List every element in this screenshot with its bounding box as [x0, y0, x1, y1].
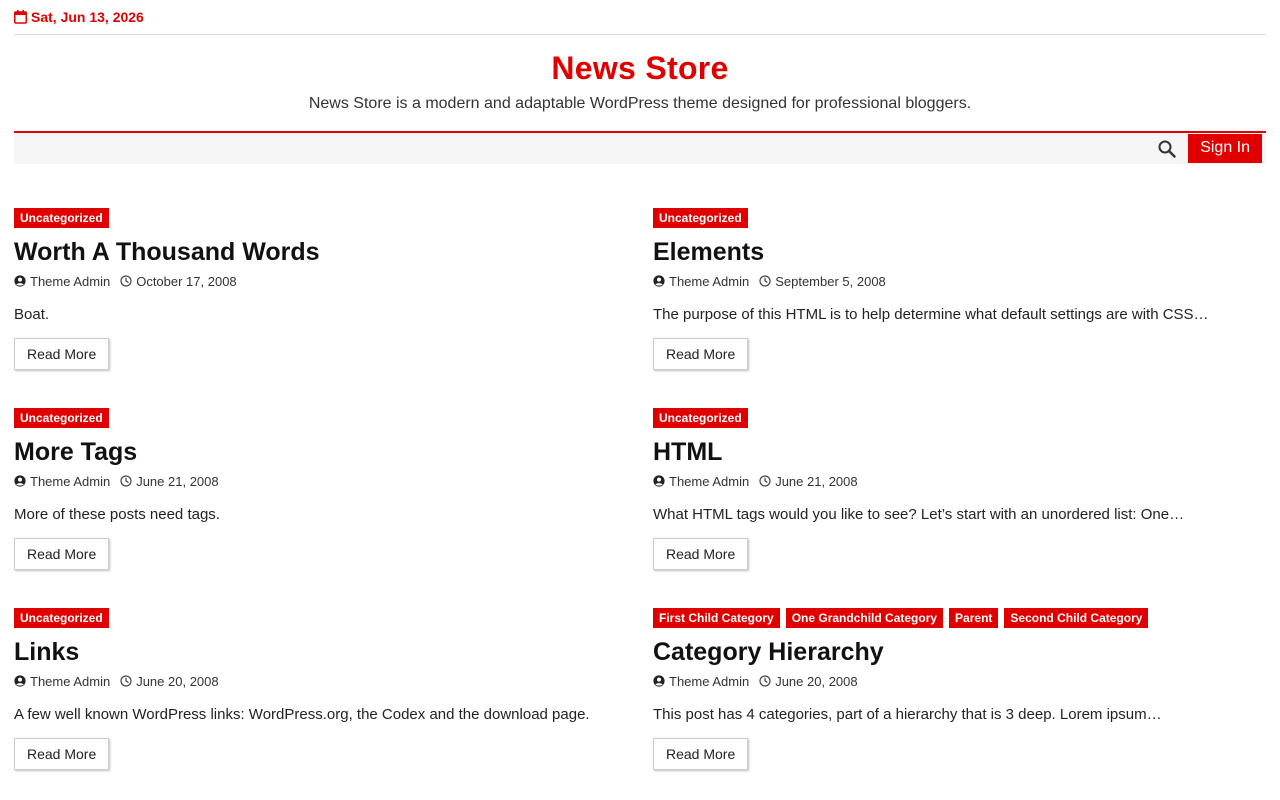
post-excerpt: A few well known WordPress links: WordPress.org, the Codex and the download page.: [14, 706, 590, 723]
post-meta: [653, 673, 1266, 689]
post-excerpt: Boat.: [14, 306, 50, 323]
post-meta: [653, 273, 1266, 289]
calendar-icon: [14, 10, 27, 24]
category-tag[interactable]: Uncategorized: [653, 208, 748, 228]
post-categories: [14, 608, 627, 628]
post-excerpt: More of these posts need tags.: [14, 506, 220, 523]
post-card: [14, 408, 627, 608]
post-title[interactable]: HTML: [653, 438, 723, 466]
post-date[interactable]: [759, 474, 857, 489]
post-categories: [653, 608, 1266, 628]
category-tag[interactable]: Uncategorized: [14, 208, 109, 228]
read-more-button[interactable]: Read More: [653, 538, 748, 570]
site-description: News Store is a modern and adaptable WordPress theme designed for professional bloggers.: [308, 95, 972, 112]
read-more-button[interactable]: Read More: [14, 738, 109, 770]
post-author[interactable]: [14, 274, 110, 289]
site-title[interactable]: News Store: [551, 50, 729, 86]
post-grid: [14, 208, 1266, 800]
author-name: Theme Admin: [669, 473, 750, 489]
category-tag[interactable]: Uncategorized: [653, 408, 748, 428]
user-icon: [653, 275, 665, 287]
post-card: [653, 608, 1266, 800]
top-bar: [14, 0, 1266, 35]
category-tag[interactable]: One Grandchild Category: [786, 608, 943, 628]
user-icon: [14, 475, 26, 487]
post-title[interactable]: Elements: [653, 238, 765, 266]
date-text: September 5, 2008: [775, 273, 886, 289]
post-card: [653, 408, 1266, 608]
user-icon: [14, 275, 26, 287]
post-categories: [14, 408, 627, 428]
post-meta: [14, 273, 627, 289]
post-meta: [653, 473, 1266, 489]
post-title[interactable]: Category Hierarchy: [653, 638, 884, 666]
post-author[interactable]: [653, 474, 749, 489]
post-date[interactable]: [120, 274, 236, 289]
author-name: Theme Admin: [669, 673, 750, 689]
date-text: Sat, Jun 13, 2026: [31, 9, 144, 25]
post-title[interactable]: Links: [14, 638, 80, 666]
post-meta: [14, 473, 627, 489]
post-date[interactable]: [759, 274, 886, 289]
post-excerpt: The purpose of this HTML is to help determine what default settings are with CSS…: [653, 306, 1209, 323]
search-button[interactable]: [1152, 134, 1182, 164]
read-more-button[interactable]: Read More: [653, 738, 748, 770]
category-tag[interactable]: Uncategorized: [14, 408, 109, 428]
post-date[interactable]: [759, 674, 857, 689]
post-author[interactable]: [653, 674, 749, 689]
clock-icon: [120, 275, 132, 287]
category-tag[interactable]: Uncategorized: [14, 608, 109, 628]
post-date[interactable]: [120, 474, 218, 489]
post-author[interactable]: [14, 674, 110, 689]
post-author[interactable]: [653, 274, 749, 289]
date-text: June 21, 2008: [136, 473, 219, 489]
search-icon: [1158, 140, 1176, 158]
read-more-button[interactable]: Read More: [653, 338, 748, 370]
current-date: [14, 9, 144, 25]
author-name: Theme Admin: [30, 673, 111, 689]
sign-in-button[interactable]: Sign In: [1188, 134, 1262, 163]
clock-icon: [759, 675, 771, 687]
author-name: Theme Admin: [30, 473, 111, 489]
post-categories: [653, 408, 1266, 428]
post-categories: [653, 208, 1266, 228]
author-name: Theme Admin: [30, 273, 111, 289]
post-card: [653, 208, 1266, 408]
date-text: June 20, 2008: [136, 673, 219, 689]
clock-icon: [759, 275, 771, 287]
category-tag[interactable]: Second Child Category: [1004, 608, 1148, 628]
author-name: Theme Admin: [669, 273, 750, 289]
main-navigation: [14, 131, 1266, 164]
clock-icon: [759, 475, 771, 487]
post-card: [14, 208, 627, 408]
post-categories: [14, 208, 627, 228]
category-tag[interactable]: Parent: [949, 608, 998, 628]
user-icon: [653, 475, 665, 487]
post-title[interactable]: More Tags: [14, 438, 138, 466]
post-excerpt: This post has 4 categories, part of a hierarchy that is 3 deep. Lorem ipsum…: [653, 706, 1162, 723]
category-tag[interactable]: First Child Category: [653, 608, 780, 628]
site-branding: [0, 48, 1280, 114]
date-text: June 21, 2008: [775, 473, 858, 489]
read-more-button[interactable]: Read More: [14, 538, 109, 570]
post-excerpt: What HTML tags would you like to see? Let’s start with an unordered list: One…: [653, 506, 1185, 523]
user-icon: [653, 675, 665, 687]
date-text: June 20, 2008: [775, 673, 858, 689]
post-card: [14, 608, 627, 800]
clock-icon: [120, 475, 132, 487]
read-more-button[interactable]: Read More: [14, 338, 109, 370]
post-author[interactable]: [14, 474, 110, 489]
post-title[interactable]: Worth A Thousand Words: [14, 238, 320, 266]
date-text: October 17, 2008: [136, 273, 237, 289]
post-date[interactable]: [120, 674, 218, 689]
clock-icon: [120, 675, 132, 687]
post-meta: [14, 673, 627, 689]
user-icon: [14, 675, 26, 687]
